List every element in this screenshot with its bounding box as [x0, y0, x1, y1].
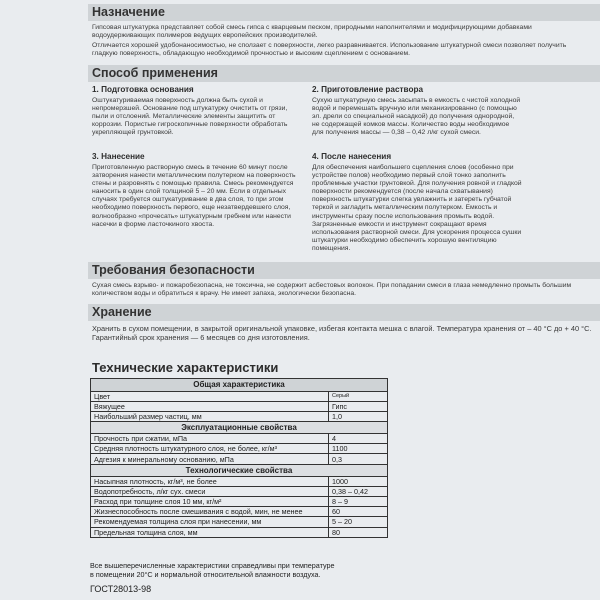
specs-title: Технические характеристики	[92, 360, 279, 375]
specs-footnote-2: в помещении 20°С и нормальной относительной влажности воздуха.	[90, 570, 321, 579]
spec-value: 8 – 9	[329, 497, 388, 507]
prep-mix-text: Сухую штукатурную смесь засыпать в емкость с чистой холодной водой и перемешать вручную или механизированно (с помощью эл. дрели со специальной насадкой) до получения однородной, не содержащей комков массы. Количество воды необходимое для получения массы — 0,38 – 0,42 л/кг сухой смеси.	[312, 97, 521, 137]
spec-name: Насыпная плотность, кг/м³, не более	[91, 477, 329, 487]
purpose-text-1: Гипсовая штукатурка представляет собой смесь гипса с кварцевым песком, природными наполнителями и модифицирующими добавками водоудерживающих полимеров ведущих европейских производителей.	[92, 24, 532, 40]
spec-value: 60	[329, 507, 388, 517]
storage-heading: Хранение	[88, 304, 600, 321]
spec-value: 1000	[329, 477, 388, 487]
after-title: 4. После нанесения	[312, 152, 392, 161]
table-row	[91, 487, 388, 497]
spec-name: Рекомендуемая толщина слоя при нанесении, мм	[91, 517, 329, 527]
table-row	[91, 497, 388, 507]
prep-base-title: 1. Подготовка основания	[92, 85, 194, 94]
spec-value: Серый	[329, 391, 388, 401]
spec-name: Вяжущее	[91, 401, 329, 411]
table-row	[91, 401, 388, 411]
spec-name: Предельная толщина слоя, мм	[91, 527, 329, 537]
specs-footnote-1: Все вышеперечисленные характеристики справедливы при температуре	[90, 561, 335, 570]
spec-value: 0,38 – 0,42	[329, 487, 388, 497]
table-row	[91, 434, 388, 444]
operational-group-header: Эксплуатационные свойства	[91, 421, 388, 434]
after-text: Для обеспечения наибольшего сцепления слоев (особенно при устройстве полов) необходимо первый слой тонко заполнить проблемные участки грунтовкой. Для получения ровной и гладкой поверхности рекомендуется (после начала схватывания) поверхность штукатурки слегка увлажнить и затереть губчатой теркой и загладить металлическим полутерком. Емкость и инструменты сразу после использования промыть водой. Загрязненные емкости и инструмент сокращают время использования растворной смеси. Для ускорения процесса сушки штукатурки необходимо обеспечить хорошую вентиляцию помещения.	[312, 164, 522, 252]
table-row	[91, 411, 388, 421]
general-group-header: Общая характеристика	[91, 379, 388, 392]
spec-name: Средняя плотность штукатурного слоя, не более, кг/м³	[91, 444, 329, 454]
spec-name: Жизнеспособность после смешивания с водой, мин, не менее	[91, 507, 329, 517]
table-row	[91, 527, 388, 537]
table-row	[91, 454, 388, 464]
spec-name: Наибольший размер частиц, мм	[91, 411, 329, 421]
prep-mix-title: 2. Приготовление раствора	[312, 85, 424, 94]
spec-name: Водопотребность, л/кг сух. смеси	[91, 487, 329, 497]
spec-value: Гипс	[329, 401, 388, 411]
spec-value: 1,0	[329, 411, 388, 421]
gost-label: ГОСТ28013-98	[90, 584, 152, 594]
spec-name: Цвет	[91, 391, 329, 401]
purpose-text-2: Отличается хорошей удобонаносимостью, не сползает с поверхности, легко разравнивается. Использование штукатурной смеси позволяет получить гладкую поверхность, обладающую необходимой прочностью и высоким сцеплением с основанием.	[92, 42, 567, 58]
table-row	[91, 444, 388, 454]
prep-base-text: Оштукатуриваемая поверхность должна быть сухой и непромерзшей. Основание под штукатурку очистить от грязи, пыли и отслоений. Металлические элементы защитить от коррозии. Пористые гигроскопичные поверхности обработать укрепляющей грунтовкой.	[92, 97, 288, 137]
safety-heading: Требования безопасности	[88, 262, 600, 279]
spec-value: 0,3	[329, 454, 388, 464]
apply-text: Приготовленную растворную смесь в течение 60 минут после затворения нанести металлическим полутерком на поверхность стены и разровнять с помощью правила. Смесь рекомендуется наносить в один слой толщиной 5 – 20 мм. Если в отдельных случаях требуется оштукатуривание в два слоя, то при этом необходимо поверхность первого, еще незатвердевшего слоя, волнообразно «прочесать» штукатурным гребнем или нанести насечки в форме ласточкиного хвоста.	[92, 164, 296, 228]
table-row	[91, 507, 388, 517]
spec-name: Прочность при сжатии, мПа	[91, 434, 329, 444]
spec-name: Расход при толщине слоя 10 мм, кг/м²	[91, 497, 329, 507]
specs-table	[90, 378, 388, 538]
storage-text: Хранить в сухом помещении, в закрытой оригинальной упаковке, избегая контакта мешка с влагой. Температура хранения от – 40 °С до + 40 °С. Гарантийный срок хранения — 6 месяцев со дня изготовления.	[92, 324, 592, 342]
spec-value: 80	[329, 527, 388, 537]
table-row	[91, 517, 388, 527]
technological-group-header: Технологические свойства	[91, 464, 388, 477]
spec-name: Адгезия к минеральному основанию, мПа	[91, 454, 329, 464]
spec-value: 4	[329, 434, 388, 444]
application-heading: Способ применения	[88, 65, 600, 82]
table-row	[91, 477, 388, 487]
safety-text: Сухая смесь взрыво- и пожаробезопасна, не токсична, не содержит асбестовых волокон. При попадании смеси в глаза немедленно промыть большим количеством воды и обратиться к врачу. Не имеет запаха, экологически безопасна.	[92, 282, 572, 298]
table-row	[91, 391, 388, 401]
spec-value: 1100	[329, 444, 388, 454]
purpose-heading: Назначение	[88, 4, 600, 21]
apply-title: 3. Нанесение	[92, 152, 145, 161]
spec-value: 5 – 20	[329, 517, 388, 527]
